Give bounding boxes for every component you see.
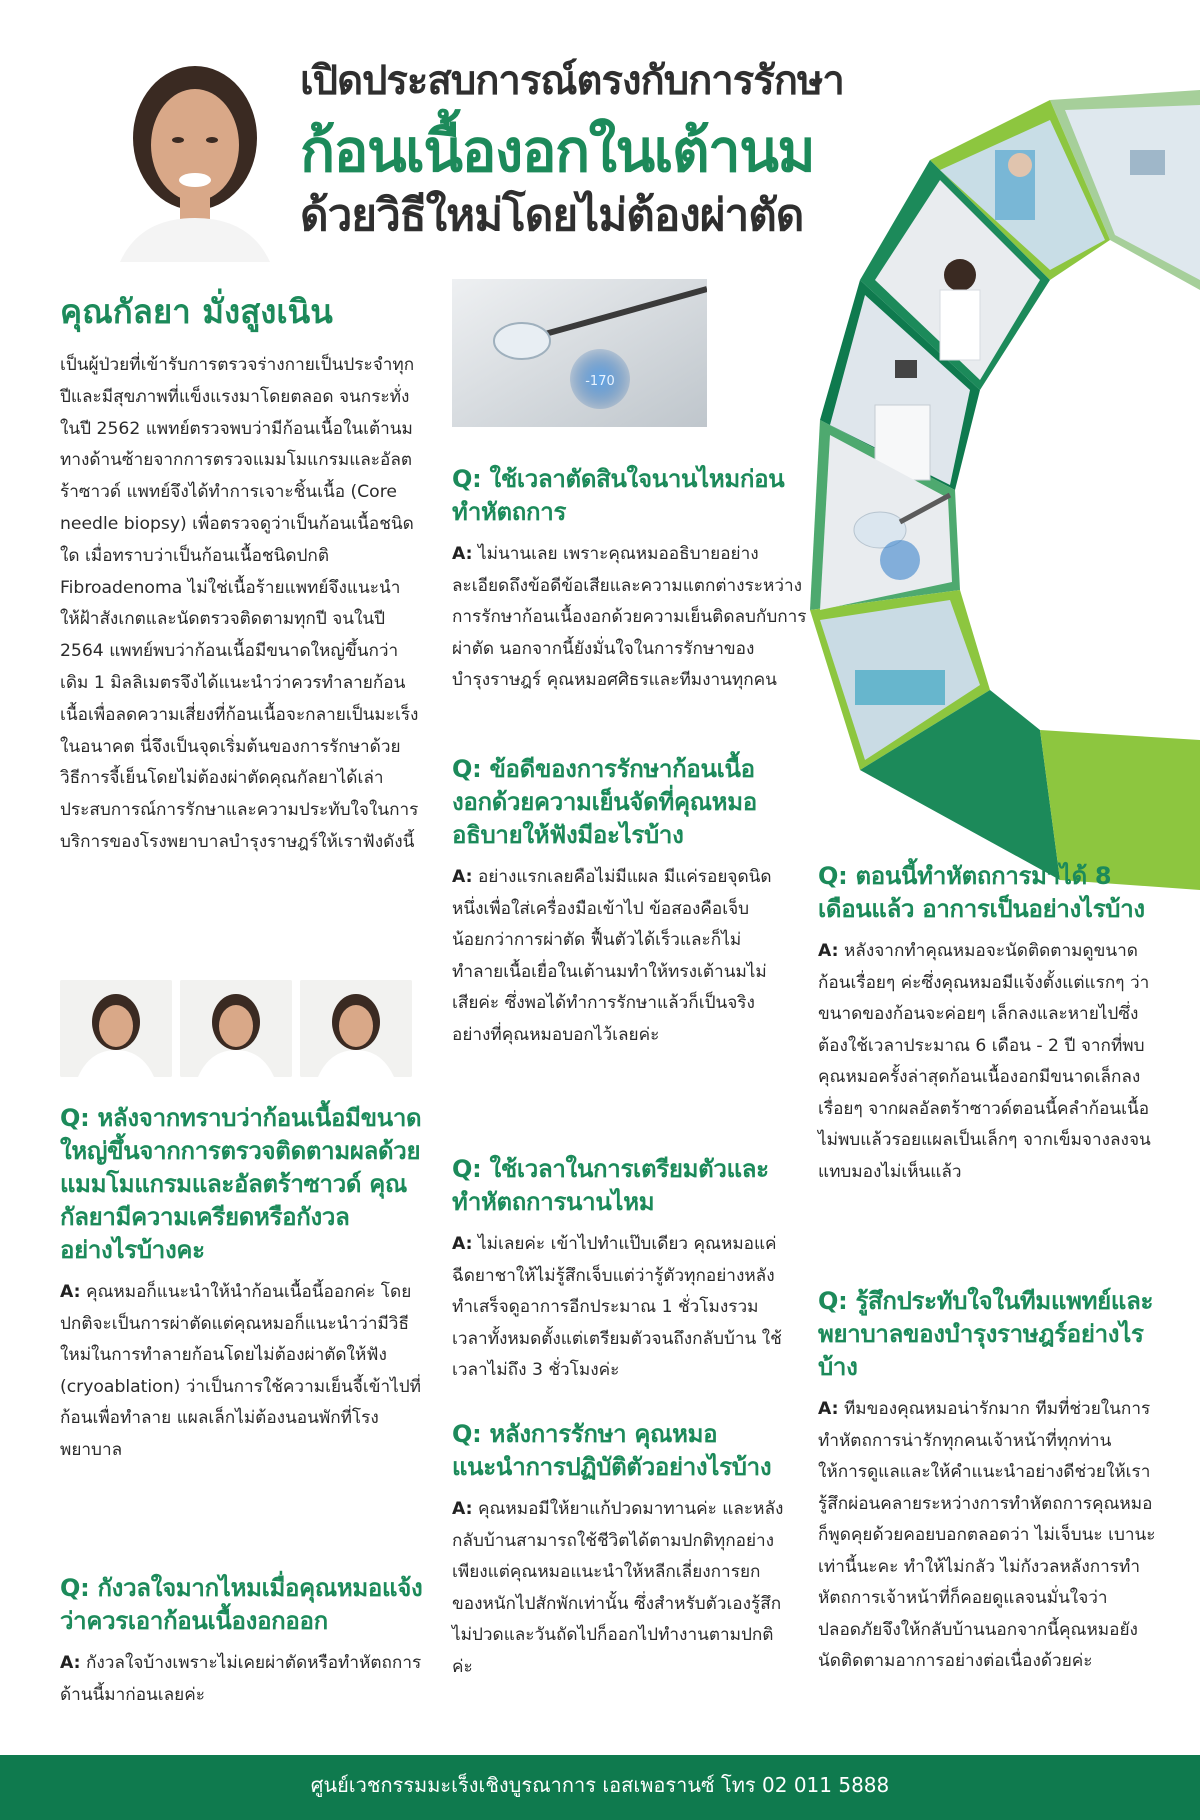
qa-block bbox=[452, 753, 772, 1051]
question-text: Q: ข้อดีของการรักษาก้อนเนื้องอกด้วยความเย็นจัดที่คุณหมออธิบายให้ฟังมีอะไรบ้าง bbox=[452, 755, 757, 849]
answer-body: คุณหมอก็แนะนำให้นำก้อนเนื้อนี้ออกค่ะ โดยปกติจะเป็นการผ่าตัดแต่คุณหมอก็แนะนำว่ามีวิธีใหม่ในการทำลายก้อนโดยไม่ต้องผ่าตัดให้ฟัง (cryoablation) ว่าเป็นการใช้ความเย็นจี้เข้าไปที่ก้อนเพื่อทำลาย แผลเล็กไม่ต้องนอนพักที่โรงพยาบาล bbox=[60, 1282, 421, 1460]
answer-text bbox=[452, 1494, 787, 1683]
answer-label: A: bbox=[452, 544, 473, 564]
question-text: Q: ใช้เวลาตัดสินใจนานไหมก่อนทำหัตถการ bbox=[452, 465, 785, 526]
answer-body: ทีมของคุณหมอน่ารักมาก ทีมที่ช่วยในการทำหัตถการน่ารักทุกคนเจ้าหน้าที่ทุกท่าน ให้การดูแลและให้คำแนะนำอย่างดีช่วยให้เรารู้สึกผ่อนคลายระหว่างการทำหัตถการคุณหมอก็พูดคุยด้วยคอยบอกตลอดว่า ไม่เจ็บนะ เบานะ เท่านี้นะคะ ทำให้ไม่กลัว ไม่กังวลหลังการทำหัตถการเจ้าหน้าที่ก็คอยดูแลจนมั่นใจว่าปลอดภัยจึงให้กลับบ้านนอกจากนี้คุณหมอยังนัดติดตามอาการอย่างต่อเนื่องด้วยค่ะ bbox=[818, 1399, 1156, 1671]
answer-text bbox=[60, 1277, 425, 1466]
answer-label: A: bbox=[452, 1499, 473, 1519]
answer-text bbox=[818, 936, 1158, 1188]
answer-body: กังวลใจบ้างเพราะไม่เคยผ่าตัดหรือทำหัตถการด้านนี้มาก่อนเลยค่ะ bbox=[60, 1653, 422, 1705]
answer-body: ไม่เลยค่ะ เข้าไปทำแป๊บเดียว คุณหมอแค่ฉีดยาชาให้ไม่รู้สึกเจ็บแต่ว่ารู้ตัวทุกอย่างหลังทำเสร็จดูอาการอีกประมาณ 1 ชั่วโมงรวมเวลาทั้งหมดตั้งแต่เตรียมตัวจนถึงกลับบ้าน ใช้เวลาไม่ถึง 3 ชั่วโมงค่ะ bbox=[452, 1234, 782, 1380]
patient-thumbnail-2 bbox=[180, 980, 292, 1077]
cryo-probe-image bbox=[452, 279, 707, 427]
answer-label: A: bbox=[818, 1399, 839, 1419]
question-text: Q: ใช้เวลาในการเตรียมตัวและทำหัตถการนานไหม bbox=[452, 1155, 769, 1216]
answer-body: อย่างแรกเลยคือไม่มีแผล มีแค่รอยจุดนิดหนึ่งเพื่อใส่เครื่องมือเข้าไป ข้อสองคือเจ็บน้อยกว่าการผ่าตัด ฟื้นตัวได้เร็วและก็ไม่ทำลายเนื้อเยื่อในเต้านมทำให้ทรงเต้านมไม่เสียค่ะ ซึ่งพอได้ทำการรักษาแล้วก็เป็นจริงอย่างที่คุณหมอบอกไว้เลยค่ะ bbox=[452, 867, 772, 1045]
qa-block bbox=[60, 1102, 425, 1466]
footer-contact-bar: ศูนย์เวชกรรมมะเร็งเชิงบูรณาการ เอสเพอรานซ์ โทร 02 011 5888 bbox=[0, 1755, 1200, 1820]
qa-block bbox=[452, 463, 807, 697]
patient-name: คุณกัลยา มั่งสูงเนิน bbox=[60, 292, 333, 331]
answer-text bbox=[818, 1394, 1158, 1678]
question-text: Q: กังวลใจมากไหมเมื่อคุณหมอแจ้งว่าควรเอาก้อนเนื้องอกออก bbox=[60, 1574, 423, 1635]
question-text: Q: หลังการรักษา คุณหมอแนะนำการปฏิบัติตัวอย่างไรบ้าง bbox=[452, 1420, 772, 1481]
answer-label: A: bbox=[60, 1653, 81, 1673]
probe-temperature-readout: -170 bbox=[585, 374, 615, 389]
question-text: Q: ตอนนี้ทำหัตถการมาได้ 8 เดือนแล้ว อาการเป็นอย่างไรบ้าง bbox=[818, 862, 1145, 923]
question-text: Q: หลังจากทราบว่าก้อนเนื้อมีขนาดใหญ่ขึ้นจากการตรวจติดตามผลด้วยแมมโมแกรมและอัลตร้าซาวด์ คุณกัลยามีความเครียดหรือกังวลอย่างไรบ้างคะ bbox=[60, 1104, 422, 1264]
qa-block bbox=[818, 860, 1158, 1188]
patient-thumbnail-1 bbox=[60, 980, 172, 1077]
answer-label: A: bbox=[818, 941, 839, 961]
answer-body: ไม่นานเลย เพราะคุณหมออธิบายอย่างละเอียดถึงข้อดีข้อเสียและความแตกต่างระหว่างการรักษาก้อนเนื้องอกด้วยความเย็นติดลบกับการผ่าตัด นอกจากนี้ยังมั่นใจในการรักษาของบำรุงราษฎร์ คุณหมอศศิธรและทีมงานทุกคน bbox=[452, 544, 807, 690]
answer-body: หลังจากทำคุณหมอจะนัดติดตามดูขนาดก้อนเรื่อยๆ ค่ะซึ่งคุณหมอมีแจ้งตั้งแต่แรกๆ ว่าขนาดของก้อนจะค่อยๆ เล็กลงและหายไปซึ่งต้องใช้เวลาประมาณ 6 เดือน - 2 ปี จากที่พบคุณหมอครั้งล่าสุดก้อนเนื้องอกมีขนาดเล็กลงเรื่อยๆ จากผลอัลตร้าซาวด์ตอนนี้คลำก้อนเนื้อไม่พบแล้วรอยแผลเป็นเล็กๆ จากเข็มจางลงจนแทบมองไม่เห็นแล้ว bbox=[818, 941, 1151, 1182]
answer-label: A: bbox=[60, 1282, 81, 1302]
photo-wheel-graphic bbox=[800, 90, 1200, 890]
headline-line-2: ก้อนเนื้องอกในเต้านม bbox=[300, 117, 815, 185]
headline-line-1: เปิดประสบการณ์ตรงกับการรักษา bbox=[300, 58, 844, 104]
patient-thumbnail-3 bbox=[300, 980, 412, 1077]
answer-label: A: bbox=[452, 867, 473, 887]
qa-block bbox=[60, 1572, 425, 1711]
qa-block bbox=[452, 1153, 792, 1387]
patient-portrait-photo bbox=[100, 40, 285, 262]
answer-label: A: bbox=[452, 1234, 473, 1254]
question-text: Q: รู้สึกประทับใจในทีมแพทย์และพยาบาลของบำรุงราษฎร์อย่างไรบ้าง bbox=[818, 1287, 1154, 1381]
answer-text bbox=[452, 1229, 792, 1387]
answer-text bbox=[60, 1648, 425, 1711]
headline-line-3: ด้วยวิธีใหม่โดยไม่ต้องผ่าตัด bbox=[300, 190, 804, 241]
answer-body: คุณหมอมีให้ยาแก้ปวดมาทานค่ะ และหลังกลับบ้านสามารถใช้ชีวิตได้ตามปกติทุกอย่างเพียงแต่คุณหมอแนะนำให้หลีกเลี่ยงการยกของหนักไปสักพักเท่านั้น ซึ่งสำหรับตัวเองรู้สึกไม่ปวดและวันถัดไปก็ออกไปทำงานตามปกติค่ะ bbox=[452, 1499, 784, 1677]
qa-block bbox=[452, 1418, 787, 1683]
patient-intro-text: เป็นผู้ป่วยที่เข้ารับการตรวจร่างกายเป็นประจำทุกปีและมีสุขภาพที่แข็งแรงมาโดยตลอด จนกระทั่งในปี 2562 แพทย์ตรวจพบว่ามีก้อนเนื้อในเต้านมทางด้านซ้ายจากการตรวจแมมโมแกรมและอัลตร้าซาวด์ แพทย์จึงได้ทำการเจาะชิ้นเนื้อ (Core needle biopsy) เพื่อตรวจดูว่าเป็นก้อนเนื้อชนิดใด เมื่อทราบว่าเป็นก้อนเนื้อชนิดปกติ Fibroadenoma ไม่ใช่เนื้อร้ายแพทย์จึงแนะนำให้ฝ้าสังเกตและนัดตรวจติดตามทุกปี จนในปี 2564 แพทย์พบว่าก้อนเนื้อมีขนาดใหญ่ขึ้นกว่าเดิม 1 มิลลิเมตรจึงได้แนะนำว่าควรทำลายก้อนเนื้อเพื่อลดความเสี่ยงที่ก้อนเนื้อจะกลายเป็นมะเร็งในอนาคต นี่จึงเป็นจุดเริ่มต้นของการรักษาด้วยวิธีการจี้เย็นโดยไม่ต้องผ่าตัดคุณกัลยาได้เล่าประสบการณ์การรักษาและความประทับใจในการบริการของโรงพยาบาลบำรุงราษฎร์ให้เราฟังดังนี้ bbox=[60, 355, 419, 852]
answer-text bbox=[452, 539, 807, 697]
qa-block bbox=[818, 1285, 1158, 1678]
answer-text bbox=[452, 862, 772, 1051]
